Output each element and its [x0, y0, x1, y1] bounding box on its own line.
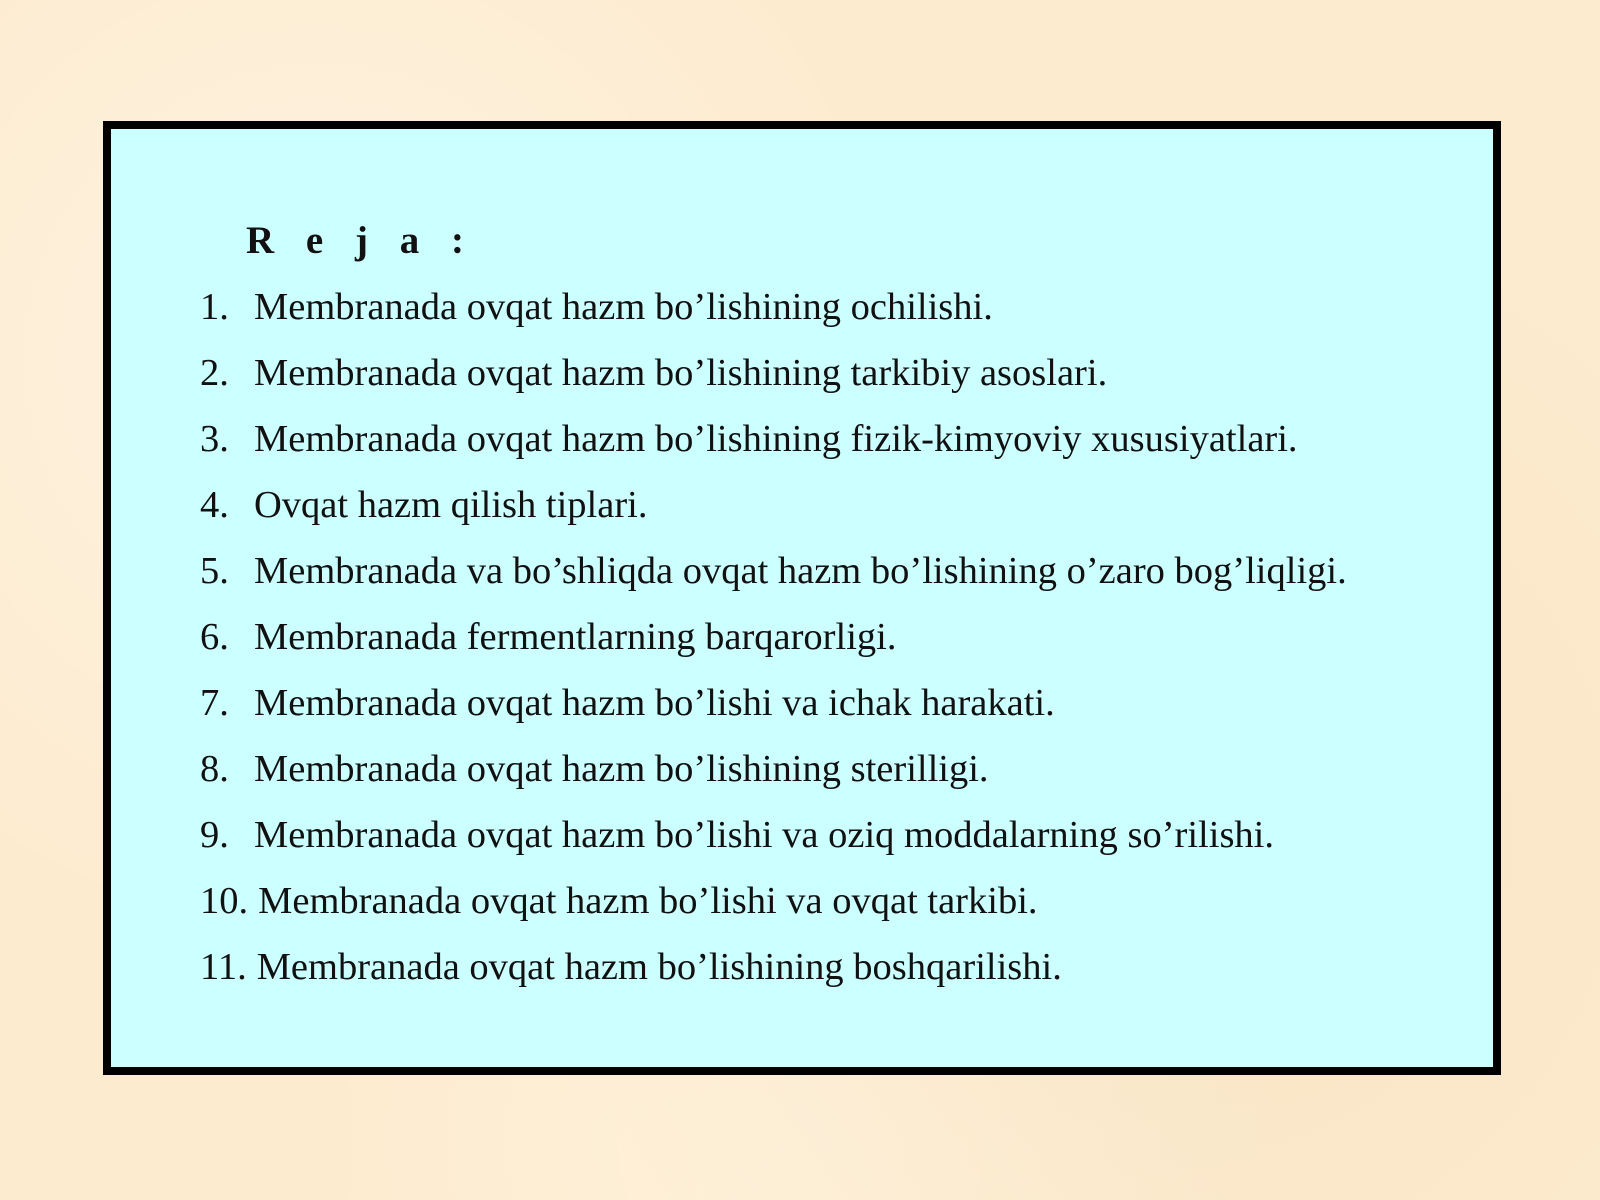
item-number: 3.	[200, 418, 229, 460]
item-number: 4.	[200, 484, 229, 526]
list-item	[200, 406, 1298, 472]
item-number: 5.	[200, 550, 229, 592]
plan-list	[200, 274, 1347, 1000]
item-number: 7.	[200, 682, 229, 724]
item-number: 8.	[200, 748, 229, 790]
item-text: Membranada va bo’shliqda ovqat hazm bo’lishining o’zaro bog’liqligi.	[254, 550, 1347, 592]
list-item	[200, 868, 1062, 934]
item-text: Membranada ovqat hazm bo’lishining tarkibiy asoslari.	[254, 352, 1108, 394]
item-number: 6.	[200, 616, 229, 658]
item-text: Membranada ovqat hazm bo’lishining fizik-kimyoviy xususiyatlari.	[254, 418, 1298, 460]
list-item	[200, 274, 1062, 340]
list-item	[200, 538, 1347, 604]
item-text: Membranada ovqat hazm bo’lishining sterilligi.	[254, 748, 989, 790]
item-text: Membranada fermentlarning barqarorligi.	[254, 616, 897, 658]
list-item	[200, 604, 1062, 670]
list-item	[200, 472, 1062, 538]
list-item	[200, 670, 1062, 736]
item-text: Membranada ovqat hazm bo’lishi va ovqat tarkibi.	[258, 880, 1038, 922]
item-number: 9.	[200, 814, 229, 856]
list-item	[200, 736, 1062, 802]
plan-heading: R e j a :	[246, 219, 475, 262]
list-item	[200, 934, 1062, 1000]
item-text: Membranada ovqat hazm bo’lishi va oziq moddalarning so’rilishi.	[254, 814, 1275, 856]
item-number: 11.	[200, 946, 247, 988]
item-number: 2.	[200, 352, 229, 394]
item-text: Membranada ovqat hazm bo’lishi va ichak harakati.	[254, 682, 1055, 724]
item-text: Membranada ovqat hazm bo’lishining boshqarilishi.	[256, 946, 1062, 988]
item-number: 10.	[200, 880, 249, 922]
list-item	[200, 340, 1108, 406]
item-number: 1.	[200, 286, 229, 328]
item-text: Ovqat hazm qilish tiplari.	[254, 484, 648, 526]
list-item	[200, 802, 1275, 868]
item-text: Membranada ovqat hazm bo’lishining ochilishi.	[254, 286, 993, 328]
